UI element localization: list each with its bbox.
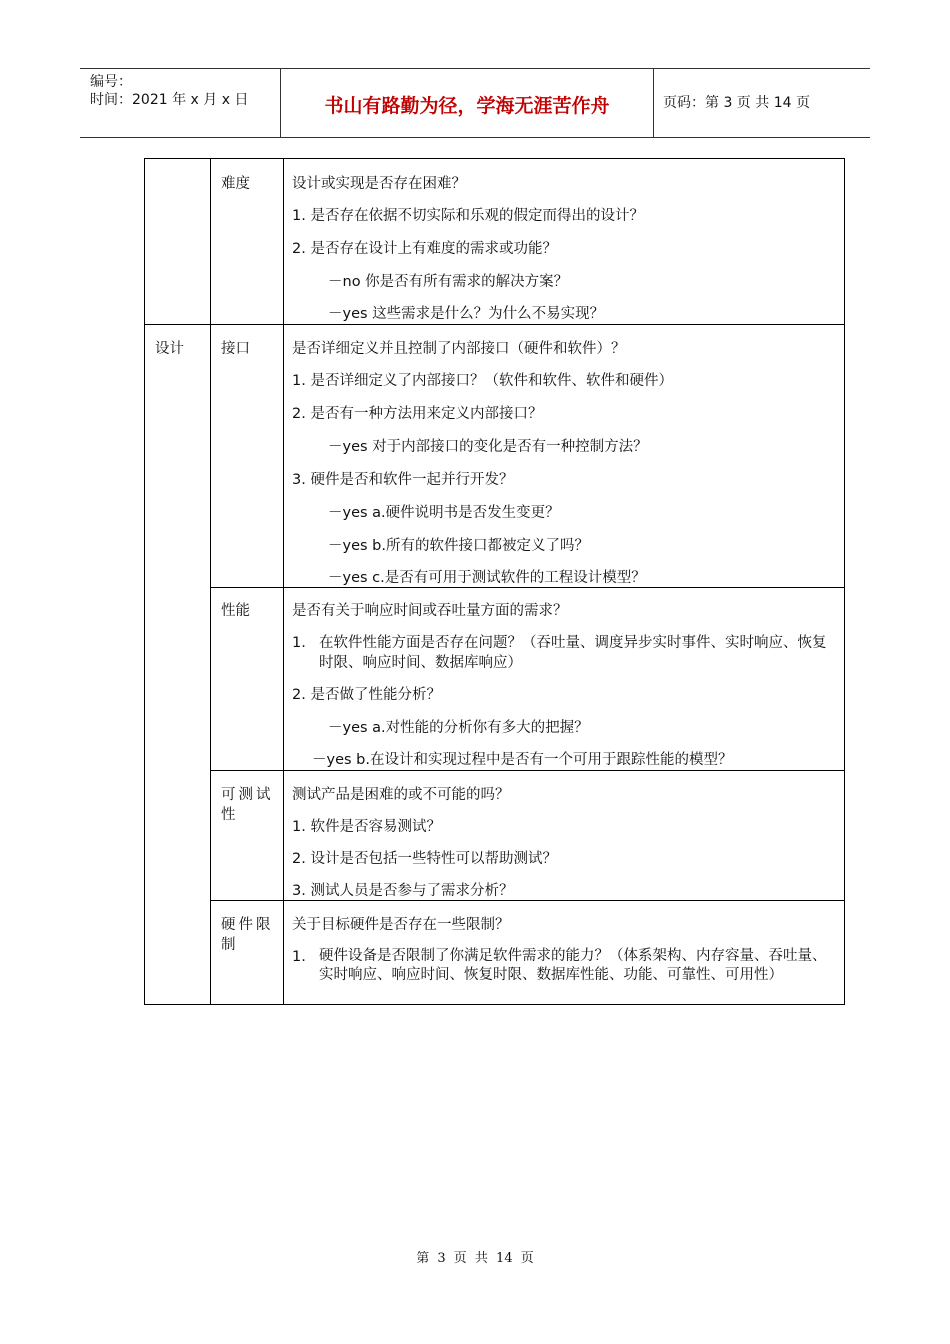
- number-label: 编号：: [90, 74, 132, 90]
- motto: 书山有路勤为径，学海无涯苦作舟: [324, 95, 610, 117]
- column-divider-1: [210, 159, 211, 1004]
- interface-item: －yes c.是否有可用于测试软件的工程设计模型？: [328, 570, 646, 586]
- performance-item: 在软件性能方面是否存在问题？（吞吐量、调度异步实时事件、实时响应、恢复时限、响应时间、数据库响应）: [319, 635, 827, 671]
- subcategory-hardware-limits: 硬件限制: [221, 917, 274, 953]
- header-page-cell: [653, 69, 870, 137]
- risk-checklist-table: [144, 158, 845, 1005]
- interface-item: 2. 是否有一种方法用来定义内部接口？: [292, 406, 543, 422]
- hardware-item-number: 1.: [292, 949, 306, 965]
- time-label: 时间：2021 年 x 月 x 日: [90, 92, 249, 108]
- interface-item: －yes a.硬件说明书是否发生变更？: [328, 505, 560, 521]
- difficulty-item: 2. 是否存在设计上有难度的需求或功能？: [292, 241, 557, 257]
- interface-item: －yes b.所有的软件接口都被定义了吗？: [328, 538, 589, 554]
- difficulty-item: －no 你是否有所有需求的解决方案？: [328, 274, 569, 290]
- hardware-question: 关于目标硬件是否存在一些限制？: [292, 917, 510, 933]
- subcategory-performance: 性能: [221, 603, 250, 619]
- difficulty-item: －yes 这些需求是什么？为什么不易实现？: [328, 306, 605, 322]
- column-divider-2: [283, 159, 284, 1004]
- subcategory-interface: 接口: [221, 341, 250, 357]
- testability-question: 测试产品是困难的或不可能的吗？: [292, 787, 510, 803]
- row-divider-difficulty: [145, 324, 844, 325]
- page-label: 页码：第 3 页 共 14 页: [663, 95, 810, 111]
- difficulty-item: 1. 是否存在依据不切实际和乐观的假定而得出的设计？: [292, 208, 644, 224]
- header-meta-cell: [80, 69, 280, 137]
- testability-item: 2. 设计是否包括一些特性可以帮助测试？: [292, 851, 557, 867]
- testability-item: 3. 测试人员是否参与了需求分析？: [292, 883, 514, 899]
- document-header: [80, 68, 870, 138]
- performance-item-number: 1.: [292, 635, 306, 651]
- row-divider-performance: [211, 770, 844, 771]
- interface-item: 1. 是否详细定义了内部接口？（软件和软件、软件和硬件）: [292, 373, 673, 389]
- performance-item: 2. 是否做了性能分析？: [292, 687, 441, 703]
- difficulty-question: 设计或实现是否存在困难？: [292, 176, 466, 192]
- interface-question: 是否详细定义并且控制了内部接口（硬件和软件）？: [292, 341, 626, 357]
- header-motto-cell: [280, 69, 654, 137]
- performance-question: 是否有关于响应时间或吞吐量方面的需求？: [292, 603, 568, 619]
- hardware-item: 硬件设备是否限制了你满足软件需求的能力？（体系架构、内存容量、吞吐量、实时响应、响应时间、恢复时限、数据库性能、功能、可靠性、可用性）: [319, 948, 827, 983]
- subcategory-testability: 可测试性: [221, 787, 274, 823]
- subcategory-difficulty: 难度: [221, 176, 250, 192]
- performance-item: －yes b.在设计和实现过程中是否有一个可用于跟踪性能的模型？: [312, 752, 733, 768]
- page-footer: 第 3 页 共 14 页: [416, 1251, 534, 1266]
- category-design: 设计: [155, 341, 184, 357]
- testability-item: 1. 软件是否容易测试？: [292, 819, 441, 835]
- interface-item: 3. 硬件是否和软件一起并行开发？: [292, 472, 514, 488]
- interface-item: －yes 对于内部接口的变化是否有一种控制方法？: [328, 439, 648, 455]
- performance-item: －yes a.对性能的分析你有多大的把握？: [328, 720, 589, 736]
